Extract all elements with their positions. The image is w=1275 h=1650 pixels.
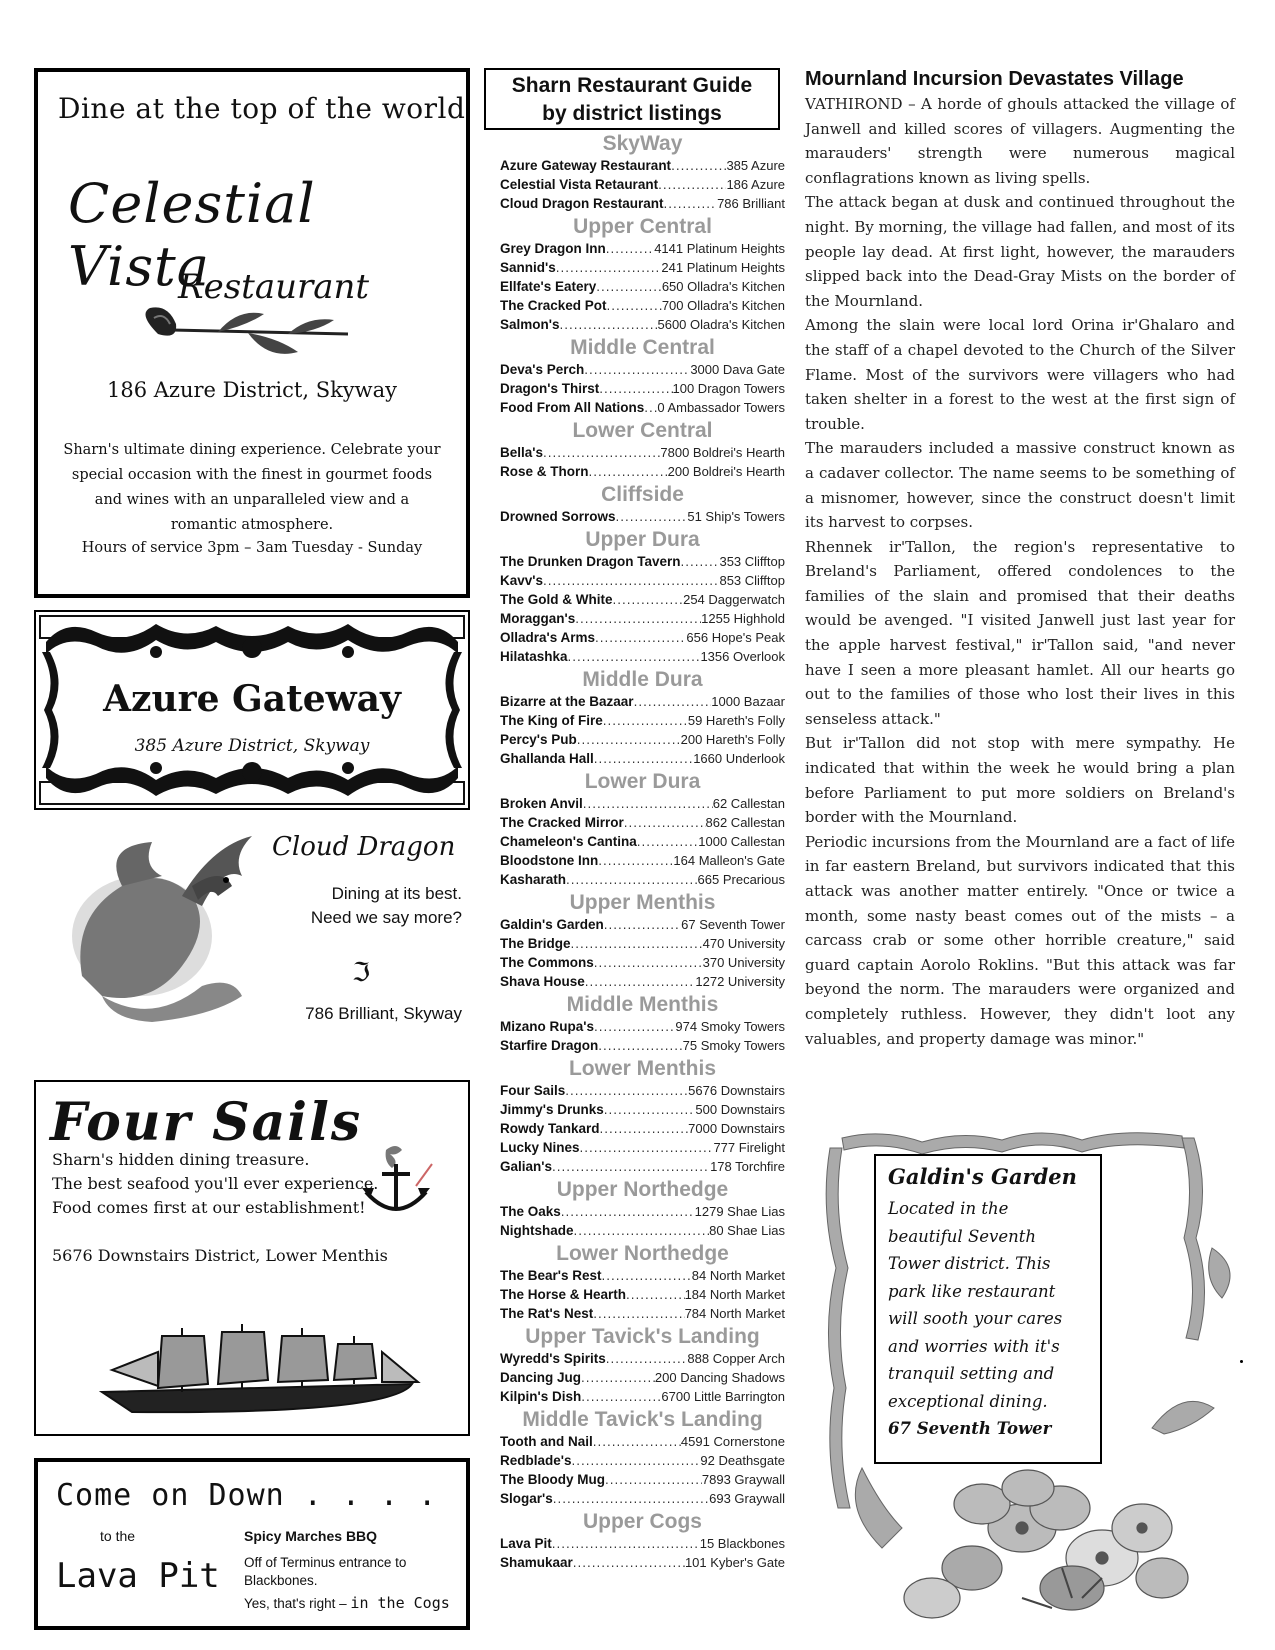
entry-location: 7800 Boldrei's Hearth [660,445,785,460]
entry-name: Dragon's Thirst [500,381,600,396]
entry-name: Mizano Rupa's [500,1019,594,1034]
dot-leader [603,711,688,730]
article-body [805,92,1235,1051]
entry-name: Ghallanda Hall [500,751,594,766]
district-heading: Lower Menthis [568,1057,716,1080]
dot-leader [616,507,688,526]
azure-gateway-ad [34,610,470,810]
dot-leader [577,730,681,749]
entry-name: Rowdy Tankard [500,1121,600,1136]
dot-leader [571,1451,700,1470]
guide-entry [500,571,785,590]
guide-entry [500,1534,785,1553]
entry-name: Cloud Dragon Restaurant [500,196,664,211]
district-heading: SkyWay [602,132,683,155]
ornament-glyph: ℑ [352,958,371,988]
guide-title-line: Sharn Restaurant Guide [511,74,753,97]
entry-name: Tooth and Nail [500,1434,593,1449]
dot-leader [605,1470,702,1489]
entry-name: Moraggan's [500,611,576,626]
entry-location: 656 Hope's Peak [686,630,785,645]
entry-name: Slogar's [500,1491,553,1506]
restaurant-name: Azure Gateway [103,678,401,720]
lava-pit-ad [34,1458,470,1630]
dot-leader [613,590,684,609]
guide-entry [500,609,785,628]
dot-leader [681,552,720,571]
district-heading: Upper Dura [585,528,700,551]
ad-line: The best seafood you'll ever experience. [52,1174,379,1193]
entry-location: 5600 Oladra's Kitchen [657,317,785,332]
guide-entry [500,590,785,609]
entry-location: 1255 Highhold [701,611,785,626]
entry-location: 101 Kyber's Gate [684,1555,785,1570]
restaurant-location: Off of Terminus entrance to Blackbones. [244,1555,407,1588]
entry-location: 4141 Platinum Heights [654,241,785,256]
district-heading: Cliffside [601,483,684,506]
stray-mark [1240,1360,1243,1363]
entry-name: Galdin's Garden [500,917,604,932]
guide-entry [500,360,785,379]
dot-leader [624,813,706,832]
article-paragraph: The attack began at dusk and continued throughout the night. By morning, the village had fallen, and most of its people lay dead. At first light, however, the marauders slipped back into the Dead-Gray Mists on the border of the Mournland. [805,193,1235,310]
dot-leader [595,628,686,647]
guide-entry [500,239,785,258]
guide-entry [500,1349,785,1368]
entry-location: 786 Brilliant [717,196,785,211]
entry-location: 1000 Bazaar [711,694,785,709]
dot-leader [568,647,701,666]
entry-location: 3000 Dava Gate [690,362,785,377]
restaurant-name: Lava Pit [56,1556,220,1596]
guide-entry [500,443,785,462]
restaurant-address: 385 Azure District, Skyway [134,736,370,756]
entry-location: 92 Deathsgate [700,1453,785,1468]
guide-entry [500,1489,785,1508]
entry-location: 254 Daggerwatch [683,592,785,607]
entry-name: Starfire Dragon [500,1038,599,1053]
entry-location: 470 University [702,936,785,951]
dot-leader [543,571,719,590]
dot-leader [593,1432,681,1451]
guide-entry [500,813,785,832]
guide-entry [500,972,785,991]
ad-closing-emphasis: in the Cogs [350,1594,450,1612]
entry-location: 62 Callestan [712,796,785,811]
entry-name: Lucky Nines [500,1140,580,1155]
entry-name: Olladra's Arms [500,630,596,645]
dot-leader [658,175,726,194]
ad-line: Food comes first at our establishment! [52,1198,366,1217]
guide-entry [500,711,785,730]
dot-leader [598,1036,682,1055]
entry-name: Drowned Sorrows [500,509,616,524]
entry-name: Salmon's [500,317,560,332]
guide-entry [500,1368,785,1387]
entry-location: 5676 Downstairs [688,1083,785,1098]
dot-leader [594,1017,675,1036]
guide-entry [500,258,785,277]
dot-leader [607,296,662,315]
guide-entry [500,692,785,711]
entry-location: 974 Smoky Towers [675,1019,785,1034]
entry-location: 200 Dancing Shadows [654,1370,785,1385]
guide-entry [500,934,785,953]
entry-name: The Bear's Rest [500,1268,602,1283]
dot-leader [598,851,673,870]
dot-leader [671,156,726,175]
ad-tagline: Dine at the top of the world [58,92,466,125]
dot-leader [664,194,718,213]
restaurant-address: 786 Brilliant, Skyway [305,1004,462,1023]
entry-name: Dancing Jug [500,1370,582,1385]
galdins-garden-ad [822,1128,1242,1630]
guide-entry [500,315,785,334]
entry-name: Azure Gateway Restaurant [500,158,672,173]
guide-entry [500,749,785,768]
entry-location: 784 North Market [684,1306,785,1321]
guide-entry [500,462,785,481]
entry-name: The Rat's Nest [500,1306,594,1321]
dot-leader [574,1221,710,1240]
dot-leader [552,1157,710,1176]
dot-leader [585,972,696,991]
entry-location: 500 Downstairs [695,1102,785,1117]
entry-location: 7000 Downstairs [688,1121,785,1136]
dot-leader [606,1349,688,1368]
entry-location: 665 Precarious [697,872,785,887]
guide-entry [500,398,785,417]
guide-entry [500,1432,785,1451]
guide-entry [500,1266,785,1285]
entry-name: Ellfate's Eatery [500,279,597,294]
entry-name: Four Sails [500,1083,566,1098]
four-sails-ad [34,1080,470,1436]
entry-location: 1356 Overlook [700,649,785,664]
entry-name: Chameleon's Cantina [500,834,637,849]
entry-location: 184 North Market [684,1287,785,1302]
guide-entry [500,1100,785,1119]
entry-location: 241 Platinum Heights [661,260,785,275]
guide-entry [500,915,785,934]
dot-leader [596,277,662,296]
ship-icon [92,1322,422,1418]
entry-location: 84 North Market [691,1268,785,1283]
entry-name: Redblade's [500,1453,572,1468]
entry-name: Nightshade [500,1223,574,1238]
entry-name: Broken Anvil [500,796,583,811]
entry-name: Galian's [500,1159,552,1174]
district-heading: Lower Northedge [556,1242,729,1265]
entry-name: Wyredd's Spirits [500,1351,606,1366]
entry-name: Rose & Thorn [500,464,589,479]
dot-leader [573,1553,685,1572]
entry-location: 100 Dragon Towers [672,381,785,396]
restaurant-address: 67 Seventh Tower [888,1419,1052,1438]
dot-leader [580,1138,714,1157]
dot-leader [606,239,654,258]
guide-entry [500,1036,785,1055]
entry-name: Bizarre at the Bazaar [500,694,634,709]
guide-entry [500,175,785,194]
guide-entry [500,1157,785,1176]
dot-leader [644,398,657,417]
entry-location: 200 Hareth's Folly [680,732,785,747]
dot-leader [559,315,657,334]
entry-location: 59 Hareth's Folly [687,713,785,728]
ad-tagline: Dining at its best. [331,884,462,903]
restaurant-subtitle: Spicy Marches BBQ [244,1528,378,1544]
district-heading: Upper Central [573,215,712,238]
entry-location: 1000 Callestan [698,834,785,849]
entry-name: The Gold & White [500,592,613,607]
dot-leader [637,832,699,851]
dot-leader [552,1534,700,1553]
entry-name: Sannid's [500,260,556,275]
celestial-vista-ad [34,68,470,598]
entry-location: 186 Azure [726,177,785,192]
dot-leader [634,692,712,711]
entry-name: The Bloody Mug [500,1472,605,1487]
entry-location: 693 Graywall [709,1491,785,1506]
dot-leader [581,1387,661,1406]
entry-name: Grey Dragon Inn [500,241,606,256]
restaurant-subtitle: Restaurant [178,267,370,307]
ad-tagline: Need we say more? [310,908,462,927]
dot-leader [575,609,701,628]
entry-name: Kilpin's Dish [500,1389,582,1404]
guide-entry [500,1017,785,1036]
guide-entry [500,1202,785,1221]
news-article [805,66,1235,1051]
entry-name: Jimmy's Drunks [500,1102,604,1117]
entry-name: The Oaks [500,1204,561,1219]
guide-entry [500,194,785,213]
guide-entry [500,277,785,296]
guide-entry [500,730,785,749]
entry-name: Celestial Vista Retaurant [500,177,659,192]
guide-entry [500,953,785,972]
dot-leader [594,953,703,972]
guide-title [484,68,780,130]
restaurant-address: 5676 Downstairs District, Lower Menthis [52,1246,388,1265]
restaurant-name: Galdin's Garden [888,1164,1077,1189]
guide-entry [500,1470,785,1489]
article-paragraph: But ir'Tallon did not stop with mere sympathy. He indicated that within the week he would bring a plan before Parliament to put more soldiers on Breland's border with the Mournland. [805,734,1235,827]
entry-location: 1660 Underlook [693,751,785,766]
entry-location: 6700 Little Barrington [661,1389,785,1404]
entry-name: The Bridge [500,936,571,951]
dot-leader [553,1489,709,1508]
dot-leader [561,1202,695,1221]
entry-location: 888 Copper Arch [687,1351,785,1366]
guide-entry [500,1221,785,1240]
district-heading: Upper Cogs [582,1510,702,1533]
guide-entry [500,794,785,813]
dot-leader [584,360,690,379]
dot-leader [565,1081,688,1100]
restaurant-name: Cloud Dragon [272,832,456,862]
guide-entry [500,507,785,526]
guide-entry [500,1387,785,1406]
article-headline: Mournland Incursion Devastates Village [805,68,1184,90]
restaurant-address: 186 Azure District, Skyway [106,378,398,402]
entry-location: 385 Azure [726,158,785,173]
entry-name: Shamukaar [500,1555,573,1570]
entry-location: 353 Clifftop [719,554,785,569]
entry-name: The Commons [500,955,594,970]
guide-entry [500,1285,785,1304]
entry-location: 51 Ship's Towers [687,509,785,524]
article-paragraph: Rhennek ir'Tallon, the region's representative to Breland's Parliament, offered condolences to the families of the slain and promised that their deaths would be avenged. "I visited Janwell just last year for the apple harvest festival," ir'Tallon said, "and never have I seen a more pleasant hamlet. All our hearts go out to the families of those who lost their lives in this senseless attack." [805,537,1235,728]
district-heading: Upper Menthis [569,891,716,914]
entry-location: 15 Blackbones [699,1536,785,1551]
district-heading: Lower Dura [584,770,701,793]
dot-leader [571,934,703,953]
guide-entry [500,628,785,647]
article-paragraph: Among the slain were local lord Orina ir'Ghalaro and the staff of a chapel devoted to the Church of the Silver Flame. Most of the survivors were villagers who had taken shelter in a forest to the west at the first sign of trouble. [805,316,1235,433]
dot-leader [566,870,698,889]
dot-leader [556,258,662,277]
entry-name: Kavv's [500,573,543,588]
entry-location: 1272 University [695,974,785,989]
entry-name: Shava House [500,974,585,989]
entry-location: 370 University [702,955,785,970]
restaurant-guide [500,130,785,1572]
rose-icon [128,304,368,364]
restaurant-name: Four Sails [50,1092,363,1153]
district-heading: Middle Dura [582,668,703,691]
entry-location: 7893 Graywall [701,1472,785,1487]
cloud-dragon-ad [34,826,470,1046]
article-paragraph: VATHIROND – A horde of ghouls attacked the village of Janwell and killed scores of villagers. Augmenting the marauders' strength were numerous magical conflagrations known as living spells. [805,95,1235,187]
entry-location: 200 Boldrei's Hearth [667,464,785,479]
district-heading: Middle Central [570,336,715,359]
dot-leader [626,1285,685,1304]
article-paragraph: The marauders included a massive construct known as a cadaver collector. The name seems to be something of a misnomer, however, since the construct doesn't limit its harvest to corpses. [805,439,1235,532]
guide-entry [500,1304,785,1323]
guide-entry [500,1138,785,1157]
entry-name: Hilatashka [500,649,568,664]
article-paragraph: Periodic incursions from the Mournland are a fact of life in far eastern Breland, but survivors indicated that this attack was another matter entirely. "Once or twice a month, some nasty beast comes out of the mists – a carcass crab or some other horrible creature," said guard captain Aorolo Roklins. "But this attack was far beyond the norm. The marauders were organized and completely ruthless. However, they didn't loot any valuables, and property damage was minor." [805,832,1235,1048]
guide-entry [500,1119,785,1138]
guide-entry [500,552,785,571]
dragon-icon [42,826,272,1026]
restaurant-hours: Hours of service 3pm – 3am Tuesday - Sunday [81,540,423,556]
guide-entry [500,296,785,315]
ad-connector: to the [100,1528,136,1544]
restaurant-description: Located in the beautiful Seventh Tower district. This park like restaurant will sooth your cares and worries with it's tranquil setting and exceptional dining. [888,1199,1063,1411]
ad-closing-text: Yes, that's right – [244,1596,347,1611]
district-heading: Middle Menthis [566,993,719,1016]
entry-location: 853 Clifftop [719,573,785,588]
entry-name: Lava Pit [500,1536,552,1551]
guide-entry [500,379,785,398]
entry-location: 862 Callestan [705,815,785,830]
entry-location: 0 Ambassador Towers [657,400,785,415]
ad-tagline: Come on Down . . . . [56,1478,438,1513]
dot-leader [600,1119,689,1138]
entry-name: Bella's [500,445,543,460]
entry-location: 178 Torchfire [710,1159,785,1174]
entry-location: 67 Seventh Tower [681,917,785,932]
entry-location: 700 Olladra's Kitchen [661,298,785,313]
guide-entry [500,851,785,870]
dot-leader [602,1266,692,1285]
entry-location: 650 Olladra's Kitchen [661,279,785,294]
dot-leader [581,1368,655,1387]
entry-name: Percy's Pub [500,732,577,747]
district-heading: Upper Northedge [556,1178,729,1201]
dot-leader [604,915,681,934]
district-heading: Lower Central [572,419,713,442]
entry-name: The Drunken Dragon Tavern [500,554,681,569]
district-heading: Upper Tavick's Landing [525,1325,760,1348]
guide-entry [500,1451,785,1470]
entry-location: 1279 Shae Lias [694,1204,785,1219]
guide-entry [500,1081,785,1100]
entry-location: 777 Firelight [713,1140,785,1155]
dot-leader [583,794,713,813]
guide-entry [500,156,785,175]
galdin-text-box [874,1154,1102,1464]
ad-closing-line [244,1594,450,1612]
ad-line: Sharn's hidden dining treasure. [52,1150,310,1169]
guide-entry [500,870,785,889]
entry-name: The Cracked Mirror [500,815,624,830]
district-heading: Middle Tavick's Landing [522,1408,763,1431]
entry-name: Kasharath [500,872,567,887]
dot-leader [594,749,693,768]
entry-name: The King of Fire [500,713,603,728]
entry-location: 164 Malleon's Gate [673,853,785,868]
dot-leader [543,443,660,462]
entry-name: The Horse & Hearth [500,1287,627,1302]
dot-leader [589,462,668,481]
entry-location: 4591 Cornerstone [680,1434,785,1449]
entry-location: 75 Smoky Towers [682,1038,785,1053]
guide-entry [500,832,785,851]
guide-title-line: by district listings [542,102,722,125]
dot-leader [604,1100,696,1119]
entry-location: 80 Shae Lias [709,1223,785,1238]
entry-name: The Cracked Pot [500,298,607,313]
guide-entry [500,1553,785,1572]
guide-entry [500,647,785,666]
dot-leader [599,379,672,398]
entry-name: Bloodstone Inn [500,853,599,868]
entry-name: Deva's Perch [500,362,585,377]
entry-name: Food From All Nations [500,400,645,415]
restaurant-name: Celestial Vista [68,172,316,298]
restaurant-description: Sharn's ultimate dining experience. Celebrate your special occasion with the finest in gourmet foods and wines with an unparalleled view and a romantic atmosphere. [63,442,441,533]
dot-leader [593,1304,684,1323]
